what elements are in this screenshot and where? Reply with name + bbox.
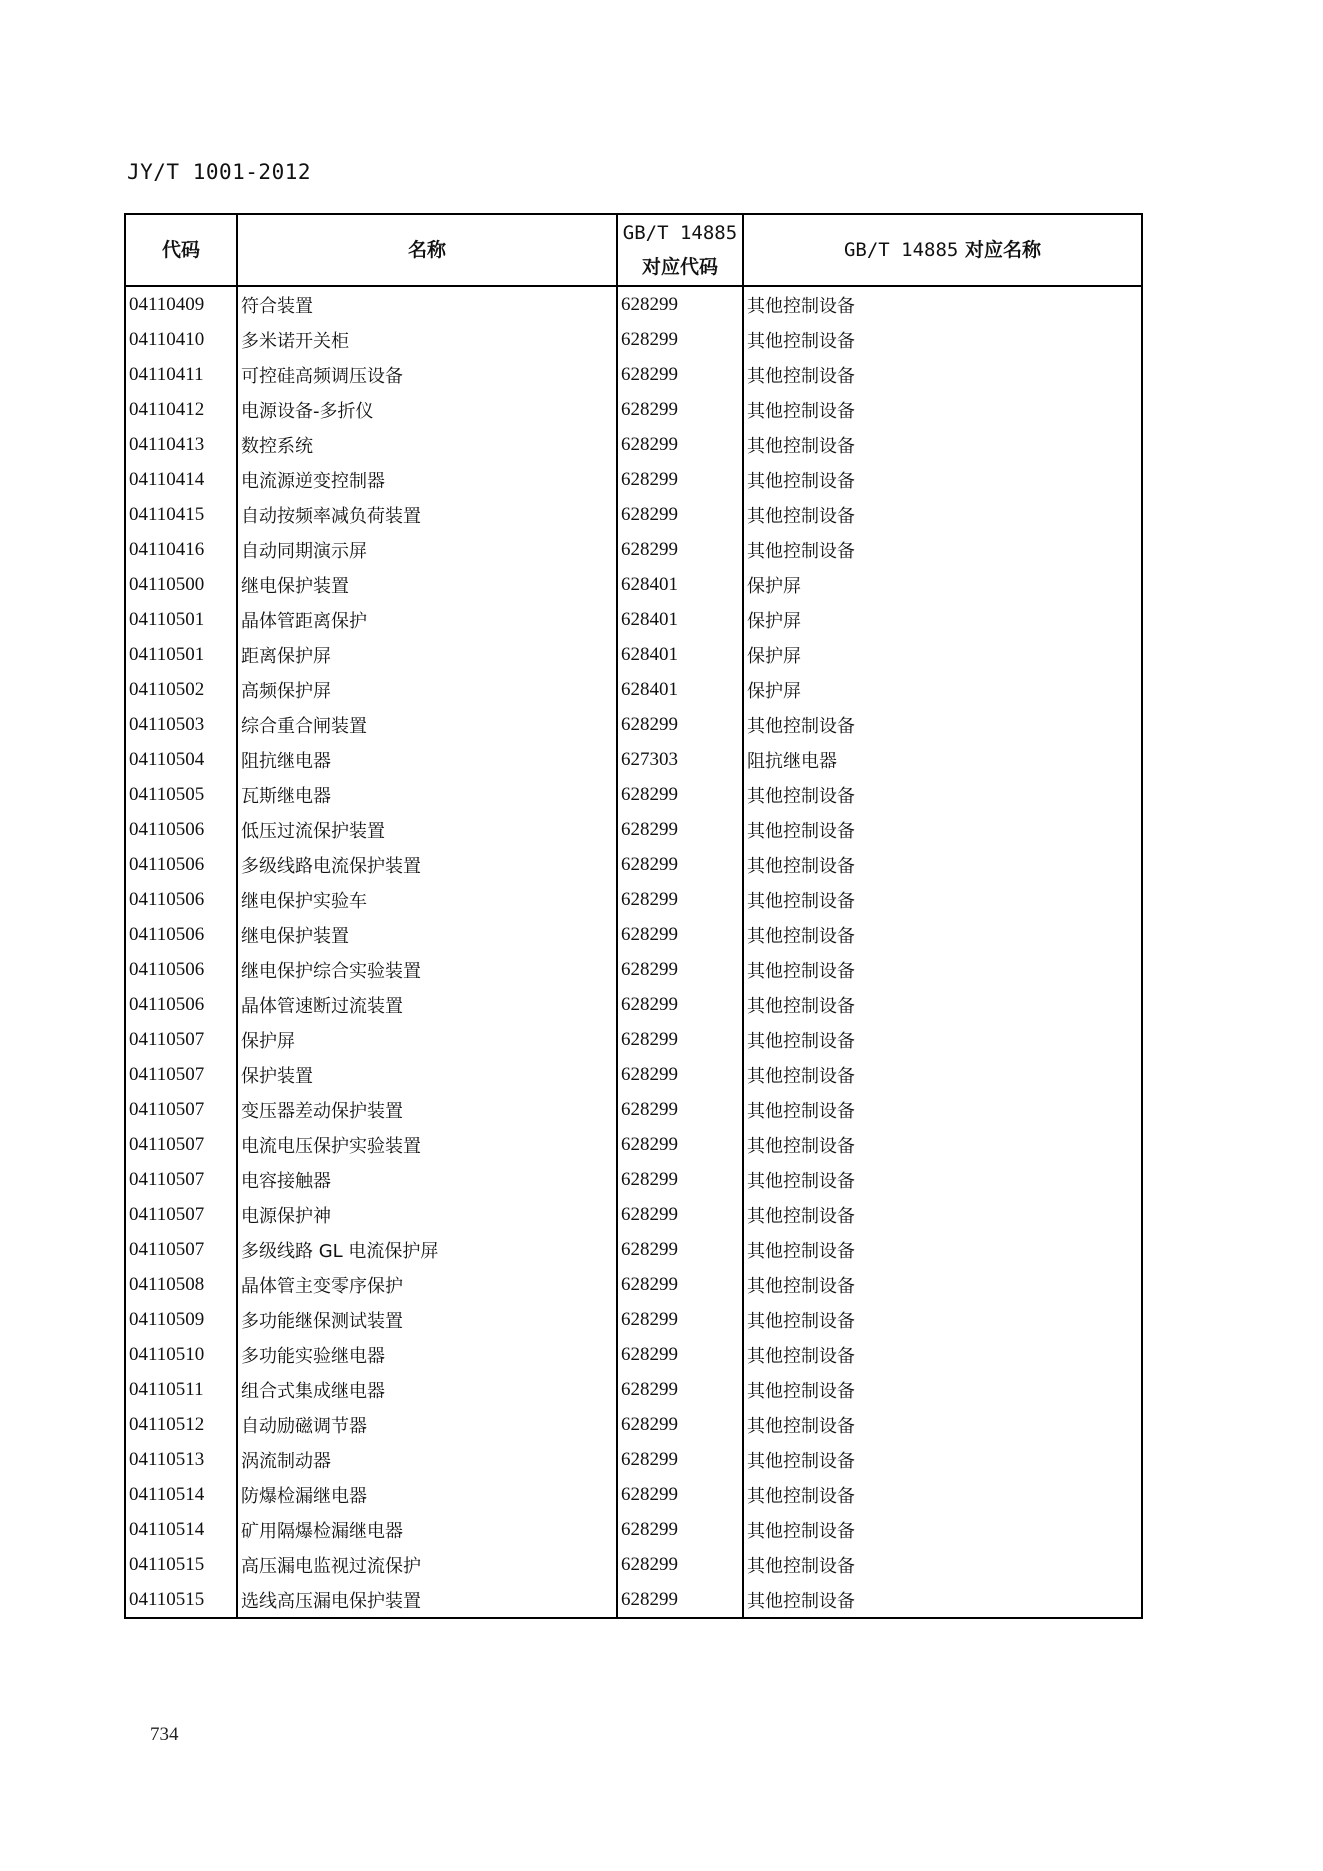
cell-code: 04110502 xyxy=(125,672,237,707)
cell-code: 04110507 xyxy=(125,1197,237,1232)
table-row xyxy=(125,1337,1142,1372)
cell-name: 多功能继保测试装置 xyxy=(237,1302,617,1337)
cell-gb-code: 628299 xyxy=(617,427,743,462)
table-row xyxy=(125,672,1142,707)
cell-code: 04110501 xyxy=(125,637,237,672)
cell-code: 04110410 xyxy=(125,322,237,357)
cell-gb-code: 628299 xyxy=(617,1267,743,1302)
cell-name: 组合式集成继电器 xyxy=(237,1372,617,1407)
cell-gb-code: 628299 xyxy=(617,1057,743,1092)
table-row xyxy=(125,917,1142,952)
column-header-name: 名称 xyxy=(237,214,617,286)
cell-code: 04110506 xyxy=(125,917,237,952)
cell-name: 自动励磁调节器 xyxy=(237,1407,617,1442)
cell-gb-name: 阻抗继电器 xyxy=(743,742,1142,777)
cell-gb-code: 628299 xyxy=(617,987,743,1022)
table-row xyxy=(125,1477,1142,1512)
cell-gb-name: 其他控制设备 xyxy=(743,812,1142,847)
cell-code: 04110507 xyxy=(125,1162,237,1197)
table-row xyxy=(125,602,1142,637)
cell-name: 符合装置 xyxy=(237,286,617,322)
cell-gb-code: 628299 xyxy=(617,462,743,497)
cell-code: 04110411 xyxy=(125,357,237,392)
cell-gb-name: 保护屏 xyxy=(743,672,1142,707)
cell-gb-name: 其他控制设备 xyxy=(743,1127,1142,1162)
table-row xyxy=(125,1092,1142,1127)
cell-gb-name: 其他控制设备 xyxy=(743,777,1142,812)
cell-name: 自动同期演示屏 xyxy=(237,532,617,567)
cell-gb-code: 628299 xyxy=(617,1092,743,1127)
cell-name: 防爆检漏继电器 xyxy=(237,1477,617,1512)
table-row xyxy=(125,1372,1142,1407)
cell-gb-code: 628299 xyxy=(617,322,743,357)
table-row xyxy=(125,497,1142,532)
cell-gb-name: 其他控制设备 xyxy=(743,286,1142,322)
cell-name: 多功能实验继电器 xyxy=(237,1337,617,1372)
cell-name: 低压过流保护装置 xyxy=(237,812,617,847)
cell-code: 04110506 xyxy=(125,987,237,1022)
classification-table xyxy=(124,213,1143,1619)
table-row xyxy=(125,847,1142,882)
column-header-gb-name: GB/T 14885 对应名称 xyxy=(743,214,1142,286)
cell-name: 保护屏 xyxy=(237,1022,617,1057)
cell-gb-code: 628401 xyxy=(617,602,743,637)
cell-code: 04110510 xyxy=(125,1337,237,1372)
table-row xyxy=(125,952,1142,987)
cell-code: 04110507 xyxy=(125,1022,237,1057)
cell-name: 电流源逆变控制器 xyxy=(237,462,617,497)
table-body xyxy=(125,286,1142,1618)
table-row xyxy=(125,1022,1142,1057)
table-row xyxy=(125,1127,1142,1162)
cell-gb-name: 其他控制设备 xyxy=(743,987,1142,1022)
cell-code: 04110416 xyxy=(125,532,237,567)
document-code: JY/T 1001-2012 xyxy=(127,160,312,184)
cell-gb-name: 其他控制设备 xyxy=(743,952,1142,987)
table-row xyxy=(125,1512,1142,1547)
table-row xyxy=(125,1582,1142,1618)
page-number: 734 xyxy=(150,1724,179,1745)
cell-code: 04110515 xyxy=(125,1582,237,1618)
cell-code: 04110507 xyxy=(125,1127,237,1162)
cell-gb-name: 其他控制设备 xyxy=(743,1022,1142,1057)
gb-code-header-line1: GB/T 14885 xyxy=(622,222,738,244)
cell-gb-code: 628299 xyxy=(617,952,743,987)
table-row xyxy=(125,1407,1142,1442)
cell-gb-code: 628299 xyxy=(617,1337,743,1372)
cell-code: 04110507 xyxy=(125,1092,237,1127)
table-header-row xyxy=(125,214,1142,286)
cell-name: 晶体管速断过流装置 xyxy=(237,987,617,1022)
cell-gb-name: 其他控制设备 xyxy=(743,392,1142,427)
cell-name: 数控系统 xyxy=(237,427,617,462)
column-header-code: 代码 xyxy=(125,214,237,286)
cell-gb-name: 其他控制设备 xyxy=(743,707,1142,742)
gb-code-header-line2: 对应代码 xyxy=(641,256,718,278)
cell-gb-name: 保护屏 xyxy=(743,637,1142,672)
cell-gb-code: 628299 xyxy=(617,1582,743,1618)
cell-gb-code: 628299 xyxy=(617,1232,743,1267)
table-row xyxy=(125,1057,1142,1092)
cell-gb-name: 其他控制设备 xyxy=(743,497,1142,532)
cell-gb-code: 628299 xyxy=(617,1512,743,1547)
cell-gb-name: 其他控制设备 xyxy=(743,1477,1142,1512)
cell-code: 04110509 xyxy=(125,1302,237,1337)
cell-code: 04110515 xyxy=(125,1547,237,1582)
cell-name: 继电保护装置 xyxy=(237,917,617,952)
cell-gb-code: 628299 xyxy=(617,1127,743,1162)
cell-gb-name: 其他控制设备 xyxy=(743,462,1142,497)
cell-gb-name: 保护屏 xyxy=(743,567,1142,602)
cell-gb-name: 其他控制设备 xyxy=(743,427,1142,462)
cell-name: 多米诺开关柜 xyxy=(237,322,617,357)
cell-name: 可控硅高频调压设备 xyxy=(237,357,617,392)
cell-name: 保护装置 xyxy=(237,1057,617,1092)
cell-code: 04110511 xyxy=(125,1372,237,1407)
cell-code: 04110506 xyxy=(125,812,237,847)
cell-code: 04110506 xyxy=(125,952,237,987)
cell-gb-code: 628401 xyxy=(617,672,743,707)
table-row xyxy=(125,777,1142,812)
cell-gb-code: 628299 xyxy=(617,392,743,427)
cell-name: 晶体管距离保护 xyxy=(237,602,617,637)
cell-gb-name: 其他控制设备 xyxy=(743,1547,1142,1582)
cell-gb-name: 其他控制设备 xyxy=(743,1372,1142,1407)
table-row xyxy=(125,322,1142,357)
cell-name: 距离保护屏 xyxy=(237,637,617,672)
cell-code: 04110508 xyxy=(125,1267,237,1302)
cell-gb-name: 其他控制设备 xyxy=(743,1232,1142,1267)
cell-name: 综合重合闸装置 xyxy=(237,707,617,742)
cell-code: 04110513 xyxy=(125,1442,237,1477)
cell-code: 04110506 xyxy=(125,847,237,882)
cell-code: 04110500 xyxy=(125,567,237,602)
cell-code: 04110514 xyxy=(125,1477,237,1512)
cell-gb-code: 628299 xyxy=(617,812,743,847)
cell-gb-name: 其他控制设备 xyxy=(743,1512,1142,1547)
cell-gb-name: 其他控制设备 xyxy=(743,1092,1142,1127)
cell-gb-code: 628299 xyxy=(617,1162,743,1197)
cell-gb-code: 628299 xyxy=(617,1442,743,1477)
cell-gb-code: 628299 xyxy=(617,1547,743,1582)
cell-name: 自动按频率减负荷装置 xyxy=(237,497,617,532)
cell-code: 04110413 xyxy=(125,427,237,462)
cell-code: 04110412 xyxy=(125,392,237,427)
cell-gb-name: 其他控制设备 xyxy=(743,917,1142,952)
table-row xyxy=(125,707,1142,742)
table-row xyxy=(125,812,1142,847)
column-header-gb-code xyxy=(617,214,743,286)
cell-gb-name: 其他控制设备 xyxy=(743,882,1142,917)
cell-gb-code: 628299 xyxy=(617,847,743,882)
table-row xyxy=(125,1302,1142,1337)
cell-code: 04110514 xyxy=(125,1512,237,1547)
cell-name: 多级线路 GL 电流保护屏 xyxy=(237,1232,617,1267)
cell-gb-code: 628299 xyxy=(617,357,743,392)
cell-gb-code: 628299 xyxy=(617,1197,743,1232)
cell-gb-code: 628401 xyxy=(617,567,743,602)
cell-code: 04110507 xyxy=(125,1057,237,1092)
cell-name: 电容接触器 xyxy=(237,1162,617,1197)
cell-gb-code: 628299 xyxy=(617,882,743,917)
cell-gb-name: 其他控制设备 xyxy=(743,1582,1142,1618)
cell-name: 电源保护神 xyxy=(237,1197,617,1232)
cell-gb-code: 628401 xyxy=(617,637,743,672)
cell-code: 04110507 xyxy=(125,1232,237,1267)
cell-gb-code: 628299 xyxy=(617,497,743,532)
cell-code: 04110501 xyxy=(125,602,237,637)
table-row xyxy=(125,1232,1142,1267)
cell-name: 涡流制动器 xyxy=(237,1442,617,1477)
table-row xyxy=(125,532,1142,567)
cell-gb-code: 628299 xyxy=(617,532,743,567)
table-row xyxy=(125,882,1142,917)
cell-gb-name: 其他控制设备 xyxy=(743,1267,1142,1302)
cell-gb-name: 其他控制设备 xyxy=(743,1337,1142,1372)
cell-gb-name: 其他控制设备 xyxy=(743,322,1142,357)
cell-name: 继电保护装置 xyxy=(237,567,617,602)
cell-gb-code: 628299 xyxy=(617,707,743,742)
cell-gb-name: 保护屏 xyxy=(743,602,1142,637)
cell-name: 瓦斯继电器 xyxy=(237,777,617,812)
cell-name: 变压器差动保护装置 xyxy=(237,1092,617,1127)
cell-gb-name: 其他控制设备 xyxy=(743,532,1142,567)
cell-name: 阻抗继电器 xyxy=(237,742,617,777)
cell-code: 04110415 xyxy=(125,497,237,532)
table-row xyxy=(125,462,1142,497)
table-row xyxy=(125,1267,1142,1302)
cell-gb-code: 628299 xyxy=(617,1372,743,1407)
table-row xyxy=(125,357,1142,392)
cell-code: 04110503 xyxy=(125,707,237,742)
cell-gb-name: 其他控制设备 xyxy=(743,1197,1142,1232)
cell-code: 04110504 xyxy=(125,742,237,777)
table-row xyxy=(125,1547,1142,1582)
cell-gb-name: 其他控制设备 xyxy=(743,1407,1142,1442)
cell-gb-code: 628299 xyxy=(617,1022,743,1057)
cell-gb-name: 其他控制设备 xyxy=(743,1302,1142,1337)
table-row xyxy=(125,1442,1142,1477)
table-row xyxy=(125,1197,1142,1232)
cell-code: 04110505 xyxy=(125,777,237,812)
cell-gb-code: 628299 xyxy=(617,1477,743,1512)
cell-gb-code: 627303 xyxy=(617,742,743,777)
cell-gb-name: 其他控制设备 xyxy=(743,1442,1142,1477)
table-row xyxy=(125,392,1142,427)
table-row xyxy=(125,1162,1142,1197)
cell-gb-code: 628299 xyxy=(617,777,743,812)
table-row xyxy=(125,987,1142,1022)
cell-name: 高频保护屏 xyxy=(237,672,617,707)
cell-gb-name: 其他控制设备 xyxy=(743,847,1142,882)
table-row xyxy=(125,637,1142,672)
cell-gb-name: 其他控制设备 xyxy=(743,1057,1142,1092)
cell-name: 继电保护综合实验装置 xyxy=(237,952,617,987)
cell-name: 继电保护实验车 xyxy=(237,882,617,917)
cell-code: 04110409 xyxy=(125,286,237,322)
cell-name: 电流电压保护实验装置 xyxy=(237,1127,617,1162)
cell-name: 电源设备-多折仪 xyxy=(237,392,617,427)
cell-code: 04110414 xyxy=(125,462,237,497)
cell-name: 多级线路电流保护装置 xyxy=(237,847,617,882)
cell-gb-name: 其他控制设备 xyxy=(743,357,1142,392)
cell-name: 晶体管主变零序保护 xyxy=(237,1267,617,1302)
table-row xyxy=(125,427,1142,462)
cell-gb-name: 其他控制设备 xyxy=(743,1162,1142,1197)
table-row xyxy=(125,742,1142,777)
cell-code: 04110506 xyxy=(125,882,237,917)
cell-name: 高压漏电监视过流保护 xyxy=(237,1547,617,1582)
cell-gb-code: 628299 xyxy=(617,1407,743,1442)
table-row xyxy=(125,286,1142,322)
table-row xyxy=(125,567,1142,602)
cell-name: 矿用隔爆检漏继电器 xyxy=(237,1512,617,1547)
cell-gb-code: 628299 xyxy=(617,1302,743,1337)
cell-code: 04110512 xyxy=(125,1407,237,1442)
cell-name: 选线高压漏电保护装置 xyxy=(237,1582,617,1618)
cell-gb-code: 628299 xyxy=(617,286,743,322)
cell-gb-code: 628299 xyxy=(617,917,743,952)
